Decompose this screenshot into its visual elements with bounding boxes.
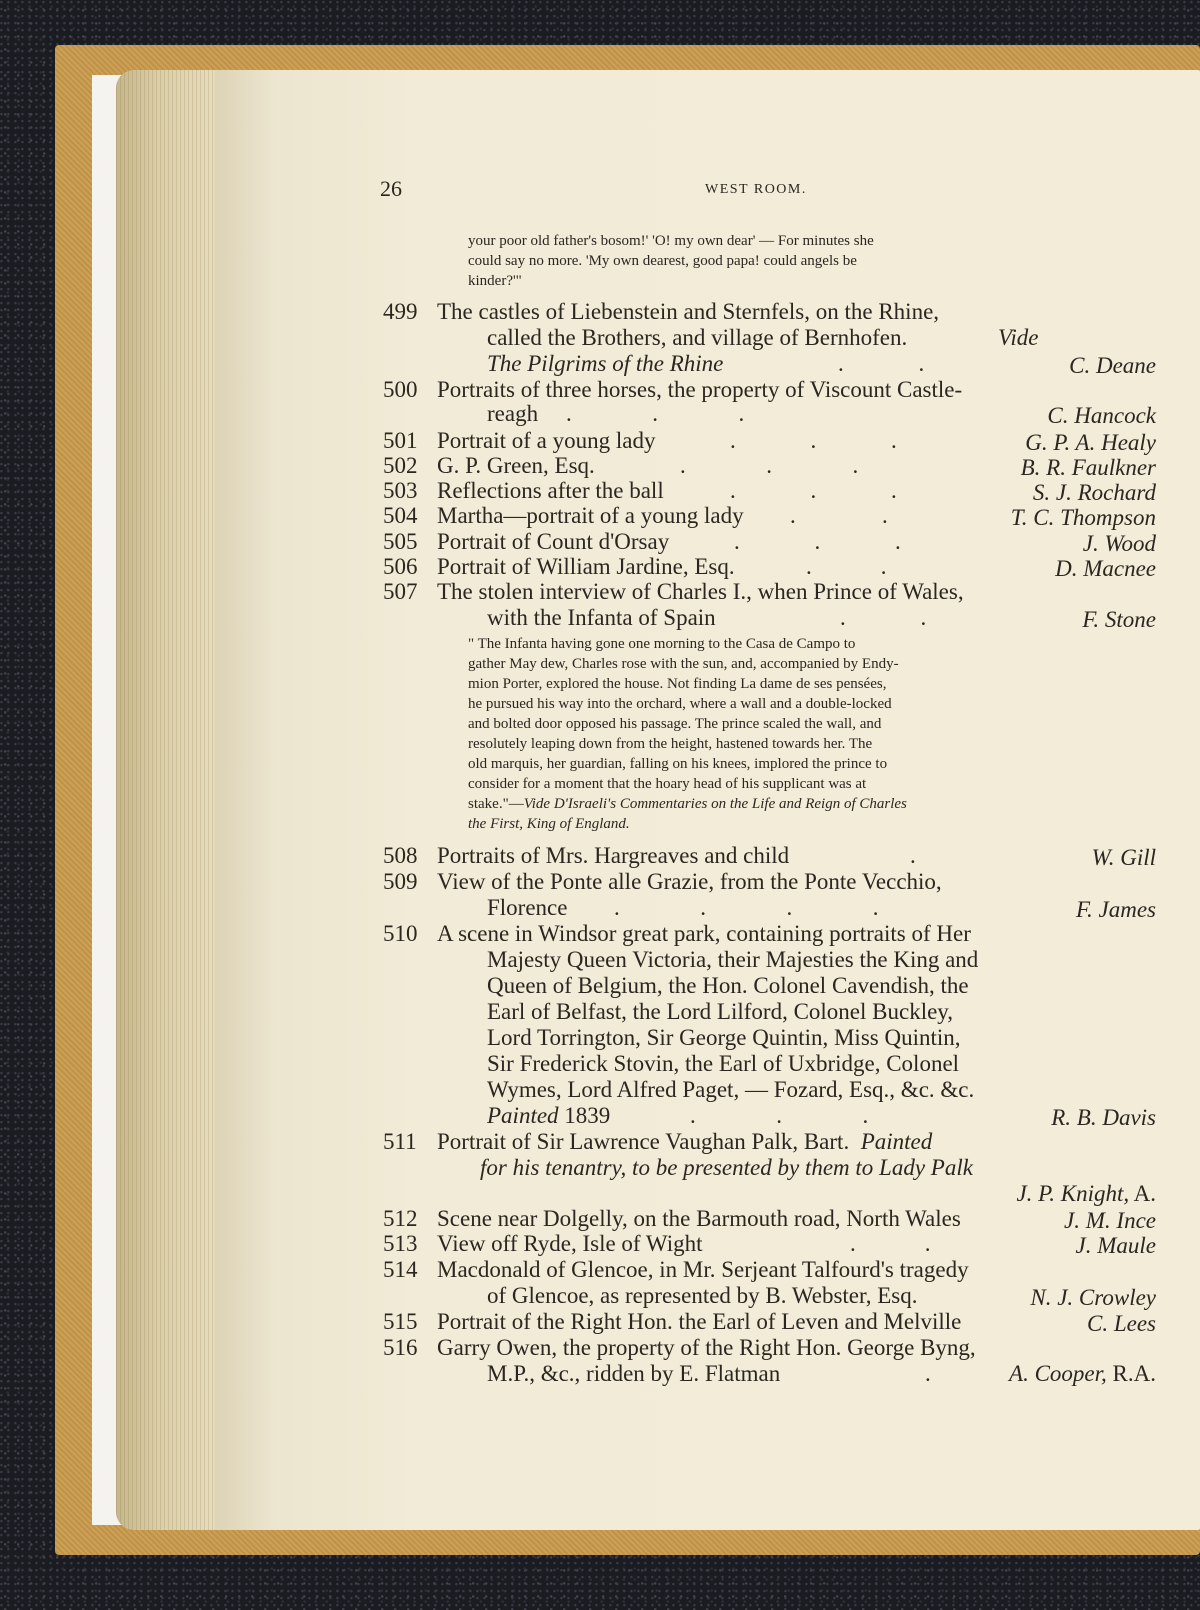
leader-dots: . . . bbox=[690, 1103, 869, 1128]
entry-artist: C. Lees bbox=[1087, 1311, 1156, 1336]
entry-title: Reflections after the ball bbox=[437, 478, 664, 503]
leader-dots: . . . bbox=[730, 428, 897, 453]
entry-title: Portraits of three horses, the property of Viscount Castle- bbox=[437, 377, 963, 402]
entry-number: 507 bbox=[383, 579, 418, 604]
entry-number: 511 bbox=[383, 1129, 417, 1154]
entry-artist: R. B. Davis bbox=[1051, 1105, 1156, 1130]
entry-title: with the Infanta of Spain bbox=[487, 605, 716, 630]
entry-title-italic: Painted bbox=[860, 1129, 933, 1154]
page-header bbox=[380, 176, 1160, 206]
entry-title: Lord Torrington, Sir George Quintin, Miss Quintin, bbox=[487, 1025, 961, 1050]
entry-number: 499 bbox=[383, 299, 418, 324]
entry-artist: J. Wood bbox=[1082, 531, 1156, 556]
quote-line: could say no more. 'My own dearest, good papa! could angels be bbox=[468, 253, 857, 269]
quote-line: consider for a moment that the hoary head of his supplicant was at bbox=[468, 776, 867, 792]
entry-number: 500 bbox=[383, 377, 418, 402]
entry-artist: S. J. Rochard bbox=[1032, 480, 1156, 505]
entry-artist: G. P. A. Healy bbox=[1025, 430, 1156, 455]
painted-note bbox=[487, 1104, 610, 1127]
leader-dots: . . bbox=[840, 605, 927, 630]
entry-title: of Glencoe, as represented by B. Webster, Esq. bbox=[487, 1283, 918, 1308]
painted-label: Painted bbox=[487, 1103, 559, 1128]
entry-artist-name: J. P. Knight, bbox=[1016, 1181, 1130, 1206]
quote-line bbox=[468, 797, 907, 812]
entry-title: The stolen interview of Charles I., when Prince of Wales, bbox=[437, 579, 964, 604]
entry-title: Queen of Belgium, the Hon. Colonel Cavendish, the bbox=[487, 973, 969, 998]
entry-artist: N. J. Crowley bbox=[1030, 1285, 1156, 1310]
page-number: 26 bbox=[380, 176, 402, 201]
entry-number: 513 bbox=[383, 1231, 418, 1256]
leader-dots: . bbox=[925, 1361, 931, 1386]
quote-line: " The Infanta having gone one morning to the Casa de Campo to bbox=[468, 636, 856, 652]
entry-number: 508 bbox=[383, 843, 418, 868]
quote-citation: the First, King of England. bbox=[468, 816, 630, 832]
entry-artist: B. R. Faulkner bbox=[1020, 455, 1156, 480]
entry-number: 512 bbox=[383, 1206, 418, 1231]
quote-end: stake."— bbox=[468, 796, 524, 812]
entry-number: 502 bbox=[383, 453, 418, 478]
leader-dots: . . . bbox=[734, 529, 901, 554]
leader-dots: . . bbox=[850, 1231, 931, 1256]
entry-number: 501 bbox=[383, 428, 418, 453]
entry-number: 504 bbox=[383, 503, 418, 528]
entry-title: Portrait of Count d'Orsay bbox=[437, 529, 670, 554]
quote-line: resolutely leaping down from the height, hastened towards her. The bbox=[468, 736, 873, 752]
vide-label: Vide bbox=[998, 325, 1039, 350]
entry-title: reagh bbox=[487, 401, 539, 426]
entry-title: G. P. Green, Esq. bbox=[437, 453, 595, 478]
entry-title: Majesty Queen Victoria, their Majesties the King and bbox=[487, 947, 979, 972]
entry-title: called the Brothers, and village of Bernhofen. bbox=[487, 325, 908, 350]
entry-title: Portrait of the Right Hon. the Earl of Leven and Melville bbox=[437, 1309, 962, 1334]
leader-dots: . . . . bbox=[614, 895, 879, 920]
leader-dots: . . bbox=[838, 351, 925, 376]
entry-title: Portrait of William Jardine, Esq. bbox=[437, 554, 735, 579]
entry-artist-suffix: A. bbox=[1133, 1181, 1156, 1206]
entry-number: 503 bbox=[383, 478, 418, 503]
entry-title: Portrait of a young lady bbox=[437, 428, 656, 453]
entry-artist: D. Macnee bbox=[1055, 556, 1156, 581]
entry-artist: J. M. Ince bbox=[1064, 1208, 1156, 1233]
leader-dots: . . bbox=[806, 554, 887, 579]
entry-title: View of the Ponte alle Grazie, from the Ponte Vecchio, bbox=[437, 869, 942, 894]
entry-title: View off Ryde, Isle of Wight bbox=[437, 1231, 703, 1256]
entry-number: 506 bbox=[383, 554, 418, 579]
quote-citation: Vide D'Israeli's Commentaries on the Life and Reign of Charles bbox=[523, 796, 907, 812]
entry-title: Earl of Belfast, the Lord Lilford, Colonel Buckley, bbox=[487, 999, 954, 1024]
quote-line: he pursued his way into the orchard, where a wall and a double-locked bbox=[468, 696, 892, 712]
leader-dots: . . . bbox=[680, 453, 859, 478]
entry-number: 505 bbox=[383, 529, 418, 554]
entry-title: Macdonald of Glencoe, in Mr. Serjeant Talfourd's tragedy bbox=[437, 1257, 969, 1282]
entry-title bbox=[437, 1130, 932, 1153]
entry-artist bbox=[1016, 1182, 1156, 1205]
entry-title: Wymes, Lord Alfred Paget, — Fozard, Esq., &c. &c. bbox=[487, 1077, 975, 1102]
page-edges bbox=[116, 70, 226, 1530]
entry-artist: C. Hancock bbox=[1047, 403, 1156, 428]
entry-title: Portraits of Mrs. Hargreaves and child bbox=[437, 843, 790, 868]
entry-artist-name: A. Cooper, bbox=[1009, 1361, 1107, 1386]
entry-title: M.P., &c., ridden by E. Flatman bbox=[487, 1361, 781, 1386]
entry-title-italic: for his tenantry, to be presented by them to Lady Palk bbox=[480, 1155, 973, 1180]
running-head: WEST ROOM. bbox=[705, 182, 807, 197]
entry-artist-suffix: R.A. bbox=[1112, 1361, 1156, 1386]
entry-title: Martha—portrait of a young lady bbox=[437, 503, 744, 528]
painted-year: 1839 bbox=[564, 1103, 611, 1128]
entry-artist bbox=[1009, 1362, 1156, 1385]
leader-dots: . bbox=[910, 843, 916, 868]
quote-line: your poor old father's bosom!' 'O! my own dear' — For minutes she bbox=[468, 233, 874, 249]
entry-artist: W. Gill bbox=[1091, 845, 1156, 870]
entry-title: The castles of Liebenstein and Sternfels, on the Rhine, bbox=[437, 299, 940, 324]
entry-title: Scene near Dolgelly, on the Barmouth road, North Wales bbox=[437, 1206, 961, 1231]
entry-number: 516 bbox=[383, 1335, 418, 1360]
entry-number: 515 bbox=[383, 1309, 418, 1334]
quote-line: old marquis, her guardian, falling on his knees, implored the prince to bbox=[468, 756, 888, 772]
entry-artist: C. Deane bbox=[1069, 353, 1156, 378]
entry-artist: F. Stone bbox=[1082, 607, 1156, 632]
leader-dots: . . . bbox=[566, 401, 745, 426]
quote-line: mion Porter, explored the house. Not finding La dame de ses pensées, bbox=[468, 676, 887, 692]
entry-artist: F. James bbox=[1075, 897, 1156, 922]
entry-number: 510 bbox=[383, 921, 418, 946]
quote-line: gather May dew, Charles rose with the sun, and, accompanied by Endy- bbox=[468, 656, 899, 672]
entry-number: 514 bbox=[383, 1257, 418, 1282]
entry-artist: J. Maule bbox=[1075, 1233, 1156, 1258]
leader-dots: . . . bbox=[730, 478, 897, 503]
entry-number: 509 bbox=[383, 869, 418, 894]
entry-artist: T. C. Thompson bbox=[1010, 505, 1156, 530]
entry-title: Florence bbox=[487, 895, 568, 920]
entry-title: Garry Owen, the property of the Right Hon. George Byng, bbox=[437, 1335, 976, 1360]
entry-title: Sir Frederick Stovin, the Earl of Uxbridge, Colonel bbox=[487, 1051, 960, 1076]
quote-line: and bolted door opposed his passage. The prince scaled the wall, and bbox=[468, 716, 882, 732]
quote-line: kinder?'" bbox=[468, 273, 522, 289]
entry-reference: The Pilgrims of the Rhine bbox=[487, 351, 724, 376]
entry-title: A scene in Windsor great park, containing portraits of Her bbox=[437, 921, 971, 946]
leader-dots: . . bbox=[790, 503, 888, 528]
entry-title-plain: Portrait of Sir Lawrence Vaughan Palk, Bart. bbox=[437, 1129, 850, 1154]
